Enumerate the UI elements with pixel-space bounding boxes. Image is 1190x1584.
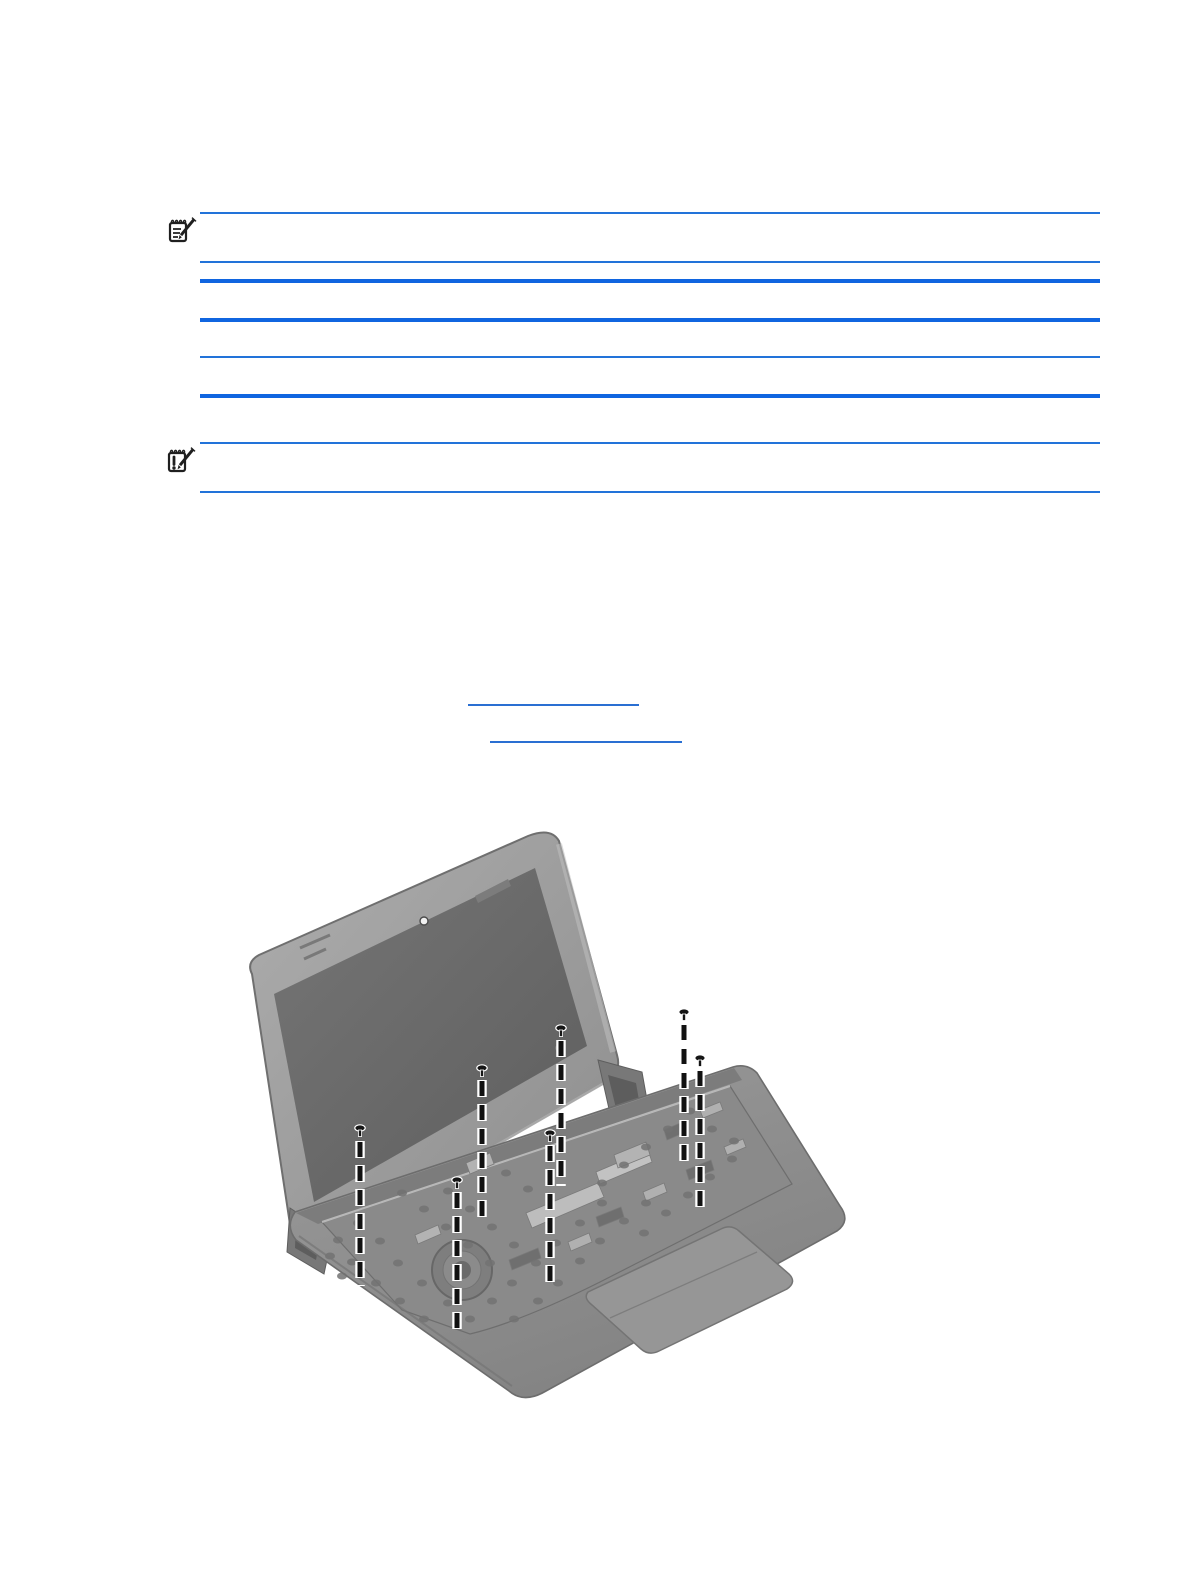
fan	[432, 1240, 492, 1300]
screw-removal-line-4	[545, 1130, 555, 1289]
webcam-icon	[420, 917, 428, 925]
laptop-illustration	[250, 832, 845, 1397]
screw-removal-line-2	[452, 1177, 462, 1336]
screw-removal-line-1	[355, 1125, 365, 1286]
